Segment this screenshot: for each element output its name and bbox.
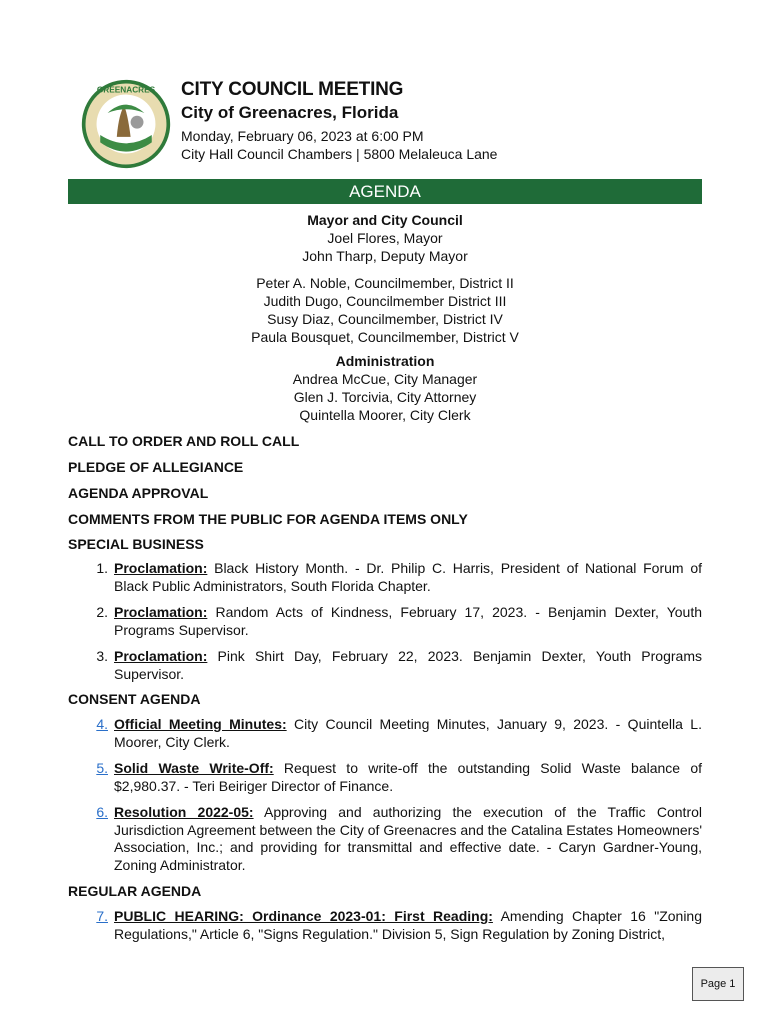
section-special-business: SPECIAL BUSINESS (68, 536, 204, 552)
council-member: Susy Diaz, Councilmember, District IV (267, 311, 503, 327)
agenda-item (88, 716, 702, 751)
page-number: Page 1 (692, 967, 744, 1001)
item-text: Pink Shirt Day, February 22, 2023. Benjamin Dexter, Youth Programs Supervisor. (114, 648, 702, 682)
section-public-comments: COMMENTS FROM THE PUBLIC FOR AGENDA ITEMS ONLY (68, 511, 468, 527)
item-number-link[interactable]: 4. (96, 716, 108, 732)
item-number-link[interactable]: 6. (96, 804, 108, 820)
council-heading: Mayor and City Council (307, 212, 463, 228)
agenda-item (88, 560, 702, 595)
agenda-item (88, 604, 702, 639)
admin-member: Glen J. Torcivia, City Attorney (293, 389, 477, 405)
item-number: 2. (96, 604, 108, 620)
item-number-link[interactable]: 5. (96, 760, 108, 776)
item-text: Approving and authorizing the execution of the Traffic Control Jurisdiction Agreement between the City of Greenacres and the Catalina Estates Homeowners' Association, Inc.; and providing for transmittal and effective date. - Caryn Gardner-Young, Zoning Administrator. (114, 804, 702, 873)
agenda-item (88, 908, 702, 943)
item-text: Amending Chapter 16 "Zoning Regulations," Article 6, "Signs Regulation." Division 5, Sign Regulation by Zoning District, (114, 908, 703, 942)
council-member: Paula Bousquet, Councilmember, District V (251, 329, 519, 345)
item-text: Request to write-off the outstanding Solid Waste balance of $2,980.37. - Teri Beiriger Director of Finance. (114, 760, 702, 794)
item-label: PUBLIC HEARING: Ordinance 2023-01: First Reading: (114, 908, 493, 924)
agenda-banner: AGENDA (68, 179, 702, 204)
item-text: Random Acts of Kindness, February 17, 2023. - Benjamin Dexter, Youth Programs Supervisor. (114, 604, 702, 638)
council-member: Peter A. Noble, Councilmember, District II (256, 275, 514, 291)
section-call-to-order: CALL TO ORDER AND ROLL CALL (68, 433, 300, 449)
council-member: Joel Flores, Mayor (327, 230, 443, 246)
item-label: Solid Waste Write-Off: (114, 760, 274, 776)
section-regular-agenda: REGULAR AGENDA (68, 883, 202, 899)
svg-text:GREENACRES: GREENACRES (96, 85, 156, 95)
agenda-item (88, 804, 702, 874)
section-consent-agenda: CONSENT AGENDA (68, 691, 201, 707)
agenda-item (88, 648, 702, 683)
item-text: City Council Meeting Minutes, January 9, 2023. - Quintella L. Moorer, City Clerk. (114, 716, 702, 750)
item-number-link[interactable]: 7. (96, 908, 108, 924)
item-label: Official Meeting Minutes: (114, 716, 287, 732)
city-seal-logo (80, 78, 172, 170)
item-label: Proclamation: (114, 648, 208, 664)
section-pledge: PLEDGE OF ALLEGIANCE (68, 459, 244, 475)
section-agenda-approval: AGENDA APPROVAL (68, 485, 209, 501)
city-name: City of Greenacres, Florida (181, 103, 399, 122)
item-label: Proclamation: (114, 560, 208, 576)
item-label: Proclamation: (114, 604, 208, 620)
administration-heading: Administration (335, 353, 435, 369)
admin-member: Andrea McCue, City Manager (292, 371, 478, 387)
agenda-item (88, 760, 702, 795)
item-label: Resolution 2022-05: (114, 804, 254, 820)
meeting-title: CITY COUNCIL MEETING (181, 79, 404, 100)
item-text: Black History Month. - Dr. Philip C. Harris, President of National Forum of Black Public Administrators, South Florida Chapter. (114, 560, 702, 594)
admin-member: Quintella Moorer, City Clerk (299, 407, 471, 423)
item-number: 1. (96, 560, 108, 576)
meeting-location: City Hall Council Chambers | 5800 Melaleuca Lane (181, 146, 498, 162)
council-member: Judith Dugo, Councilmember District III (263, 293, 507, 309)
meeting-datetime: Monday, February 06, 2023 at 6:00 PM (181, 128, 424, 144)
item-number: 3. (96, 648, 108, 664)
council-member: John Tharp, Deputy Mayor (302, 248, 468, 264)
